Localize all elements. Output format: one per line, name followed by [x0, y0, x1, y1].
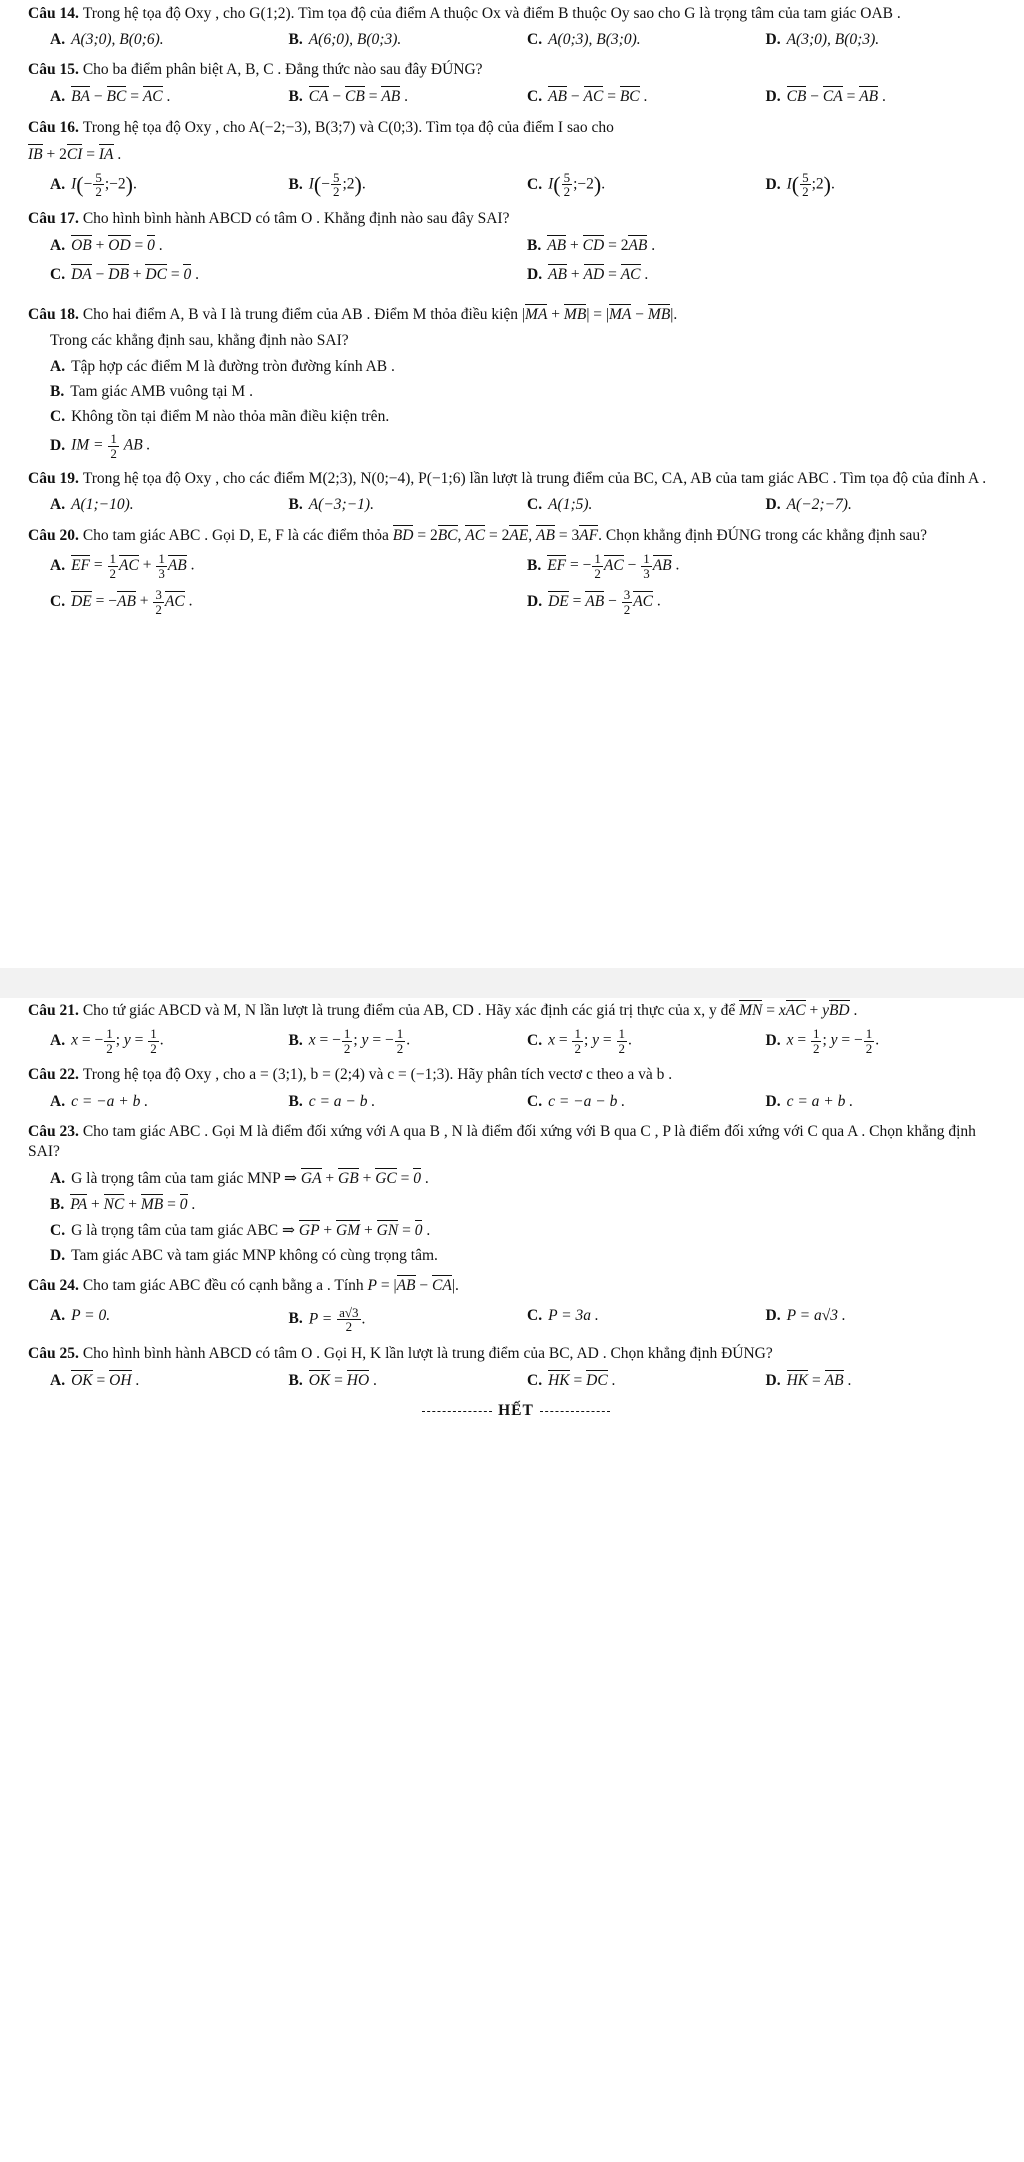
question-16: Câu 16. Trong hệ tọa độ Oxy , cho A(−2;−3), B(3;7) và C(0;3). Tìm tọa độ của điểm I sao cho IB + 2CI = IA . A. I(− $\frac{5}{2}$ ;−2). B. I(− $\frac{5}{2}$ ;2). C. I( $\frac{5}{2}$ ;−2). D. I( $\frac{5}{2}$ ;2). — [28, 118, 1004, 200]
option-a[interactable]: A. P = 0. — [50, 1306, 111, 1324]
option-c[interactable]: C. A(0;3), B(3;0). — [527, 31, 641, 49]
question-24: Câu 24. Cho tam giác ABC đều có cạnh bằng a . Tính P = |AB − CA|. A. P = 0. B. P = $\frac{a√3}{2}$ . C. P = 3a . D. P = a√3 . — [28, 1275, 1004, 1334]
option-b[interactable]: B. P = $\frac{a√3}{2}$ . — [288, 1304, 366, 1335]
option-c[interactable]: C. I( $\frac{5}{2}$ ;−2). — [527, 169, 606, 200]
option-c[interactable]: C. DA − DB + DC = 0 . — [50, 266, 199, 284]
end-marker: HẾT — [28, 1401, 1004, 1421]
option-d[interactable]: D. A(3;0), B(0;3). — [765, 31, 880, 49]
option-a[interactable]: A. Tập hợp các điểm M là đường tròn đường kính AB . — [50, 357, 395, 375]
option-a[interactable]: A. A(3;0), B(0;6). — [50, 31, 164, 49]
option-a[interactable]: A. x = − $\frac{1}{2}$ ; y = $\frac{1}{2}$ . — [50, 1026, 164, 1056]
option-a[interactable]: A. I(− $\frac{5}{2}$ ;−2). — [50, 169, 137, 200]
option-d[interactable]: D. CB − CA = AB . — [765, 88, 886, 106]
answer-options — [50, 86, 1004, 107]
option-b[interactable]: B. OK = HO . — [288, 1372, 377, 1390]
option-b[interactable]: B. x = − $\frac{1}{2}$ ; y = − $\frac{1}{2}$ . — [288, 1026, 411, 1056]
option-b[interactable]: B. AB + CD = 2AB . — [527, 237, 656, 255]
answer-options — [50, 1370, 1004, 1391]
page-gap — [0, 968, 1024, 998]
question-15: Câu 15. Cho ba điểm phân biệt A, B, C . Đẳng thức nào sau đây ĐÚNG? A. BA − BC = AC . B. CA − CB = AB . C. AB − AC = BC . D. CB − CA = AB . — [28, 60, 1004, 107]
option-d[interactable]: D. c = a + b . — [765, 1092, 854, 1110]
option-b[interactable]: B. CA − CB = AB . — [288, 88, 409, 106]
option-a[interactable]: A. BA − BC = AC . — [50, 88, 171, 106]
answer-options — [50, 171, 1004, 199]
option-d[interactable]: D. DE = AB − $\frac{3}{2}$ AC . — [527, 587, 661, 617]
option-d[interactable]: D. P = a√3 . — [765, 1306, 846, 1324]
answer-options — [50, 1092, 1004, 1112]
question-number: Câu 14. — [28, 5, 79, 22]
worksheet-part-1 — [28, 0, 1004, 635]
option-b[interactable]: B. A(−3;−1). — [288, 495, 374, 513]
option-a[interactable]: A. OB + OD = 0 . — [50, 237, 163, 255]
option-c[interactable]: C. x = $\frac{1}{2}$ ; y = $\frac{1}{2}$ . — [527, 1026, 632, 1056]
option-d[interactable]: D. IM = $\frac{1}{2}$ AB . — [50, 431, 151, 461]
option-b[interactable]: B. A(6;0), B(0;3). — [288, 31, 402, 49]
option-d[interactable]: D. I( $\frac{5}{2}$ ;2). — [765, 169, 835, 200]
option-b[interactable]: B. EF = − $\frac{1}{2}$ AC − $\frac{1}{3}$ AB . — [527, 550, 680, 581]
option-c[interactable]: C. AB − AC = BC . — [527, 88, 648, 106]
answer-options — [50, 235, 1004, 293]
option-b[interactable]: B. Tam giác AMB vuông tại M . — [50, 382, 253, 400]
question-19: Câu 19. Trong hệ tọa độ Oxy , cho các điểm M(2;3), N(0;−4), P(−1;6) lần lượt là trung điểm của BC, CA, AB của tam giác ABC . Tìm tọa độ của đỉnh A . A. A(1;−10). B. A(−3;−1). C. A(1;5). D. A(−2;−7). — [28, 469, 1004, 515]
option-c[interactable]: C. c = −a − b . — [527, 1092, 626, 1110]
option-c[interactable]: C. G là trọng tâm của tam giác ABC ⇒ GP + GM + GN = 0 . — [50, 1222, 431, 1240]
question-25: Câu 25. Cho hình bình hành ABCD có tâm O . Gọi H, K lần lượt là trung điểm của BC, AD . Chọn khẳng định ĐÚNG? A. OK = OH . B. OK = HO . C. HK = DC . D. HK = AB . — [28, 1344, 1004, 1391]
option-b[interactable]: B. I(− $\frac{5}{2}$ ;2). — [288, 169, 366, 200]
option-c[interactable]: C. A(1;5). — [527, 495, 593, 513]
option-a[interactable]: A. EF = $\frac{1}{2}$ AC + $\frac{1}{3}$ AB . — [50, 550, 195, 581]
answer-options — [50, 495, 1004, 515]
answer-options — [50, 30, 1004, 50]
question-21: Câu 21. Cho tứ giác ABCD và M, N lần lượt là trung điểm của AB, CD . Hãy xác định các giá trị thực của x, y để MN = xAC + yBD . A. x = − $\frac{1}{2}$ ; y = $\frac{1}{2}$ . B. x = − $\frac{1}{2}$ ; y = − $\frac{1}{2}$ . C. x = $\frac{1}{2}$ ; y = $\frac{1}{2}$ . D. x = $\frac{1}{2}$ ; y = − $\frac{1}{2}$ . — [28, 1000, 1004, 1055]
option-d[interactable]: D. AB + AD = AC . — [527, 266, 649, 284]
answer-options — [50, 552, 1004, 625]
option-a[interactable]: A. G là trọng tâm của tam giác MNP ⇒ GA + GB + GC = 0 . — [50, 1169, 429, 1187]
question-23: Câu 23. Cho tam giác ABC . Gọi M là điểm đối xứng với A qua B , N là điểm đối xứng với B qua C , P là điểm đối xứng với C qua A . Chọn khẳng định SAI? A. G là trọng tâm của tam giác MNP ⇒ GA + GB + GC = 0 . B. PA + NC + MB = 0 . C. G là trọng tâm của tam giác ABC ⇒ GP + GM + GN = 0 . D. Tam giác ABC và tam giác MNP không có cùng trọng tâm. — [28, 1122, 1004, 1267]
option-a[interactable]: A. c = −a + b . — [50, 1092, 149, 1110]
question-22: Câu 22. Trong hệ tọa độ Oxy , cho a = (3;1), b = (2;4) và c = (−1;3). Hãy phân tích vectơ c theo a và b . A. c = −a + b . B. c = a − b . C. c = −a − b . D. c = a + b . — [28, 1065, 1004, 1111]
option-c[interactable]: C. Không tồn tại điểm M nào thỏa mãn điều kiện trên. — [50, 408, 390, 426]
answer-options — [50, 357, 1004, 461]
option-d[interactable]: D. Tam giác ABC và tam giác MNP không có cùng trọng tâm. — [50, 1247, 438, 1265]
option-b[interactable]: B. PA + NC + MB = 0 . — [50, 1196, 196, 1214]
option-a[interactable]: A. A(1;−10). — [50, 495, 134, 513]
question-17: Câu 17. Cho hình bình hành ABCD có tâm O . Khẳng định nào sau đây SAI? A. OB + OD = 0 . B. AB + CD = 2AB . C. DA − DB + DC = 0 . D. AB + AD = AC . — [28, 209, 1004, 293]
question-20: Câu 20. Cho tam giác ABC . Gọi D, E, F là các điểm thỏa BD = 2BC, AC = 2AE, AB = 3AF. Chọn khẳng định ĐÚNG trong các khẳng định sau? A. EF = $\frac{1}{2}$ AC + $\frac{1}{3}$ AB . B. EF = − $\frac{1}{2}$ AC − $\frac{1}{3}$ AB . C. DE = −AB + $\frac{3}{2}$ AC . D. DE = AB − $\frac{3}{2}$ AC . — [28, 525, 1004, 625]
question-text: Trong hệ tọa độ Oxy , cho G(1;2). Tìm tọa độ của điểm A thuộc Ox và điểm B thuộc Oy sao cho G là trọng tâm của tam giác OAB . — [82, 5, 901, 22]
option-d[interactable]: D. HK = AB . — [765, 1372, 852, 1390]
option-d[interactable]: D. x = $\frac{1}{2}$ ; y = − $\frac{1}{2}$ . — [765, 1026, 880, 1056]
condition: IB + 2CI = IA . — [28, 145, 122, 163]
question-14 — [28, 0, 1004, 50]
answer-options — [50, 1306, 1004, 1334]
answer-options — [50, 1027, 1004, 1055]
option-a[interactable]: A. OK = OH . — [50, 1372, 140, 1390]
option-c[interactable]: C. P = 3a . — [527, 1306, 599, 1324]
option-c[interactable]: C. DE = −AB + $\frac{3}{2}$ AC . — [50, 587, 193, 617]
option-d[interactable]: D. A(−2;−7). — [765, 495, 852, 513]
option-c[interactable]: C. HK = DC . — [527, 1372, 616, 1390]
option-b[interactable]: B. c = a − b . — [288, 1092, 376, 1110]
answer-options — [50, 1168, 1004, 1267]
question-18: Câu 18. Cho hai điểm A, B và I là trung điểm của AB . Điểm M thỏa điều kiện |MA + MB| = |MA − MB|. Trong các khẳng định sau, khẳng định nào SAI? A. Tập hợp các điểm M là đường tròn đường kính AB . B. Tam giác AMB vuông tại M . C. Không tồn tại điểm M nào thỏa mãn điều kiện trên. D. IM = $\frac{1}{2}$ AB . — [28, 304, 1004, 461]
worksheet-part-2 — [28, 1000, 1004, 1421]
